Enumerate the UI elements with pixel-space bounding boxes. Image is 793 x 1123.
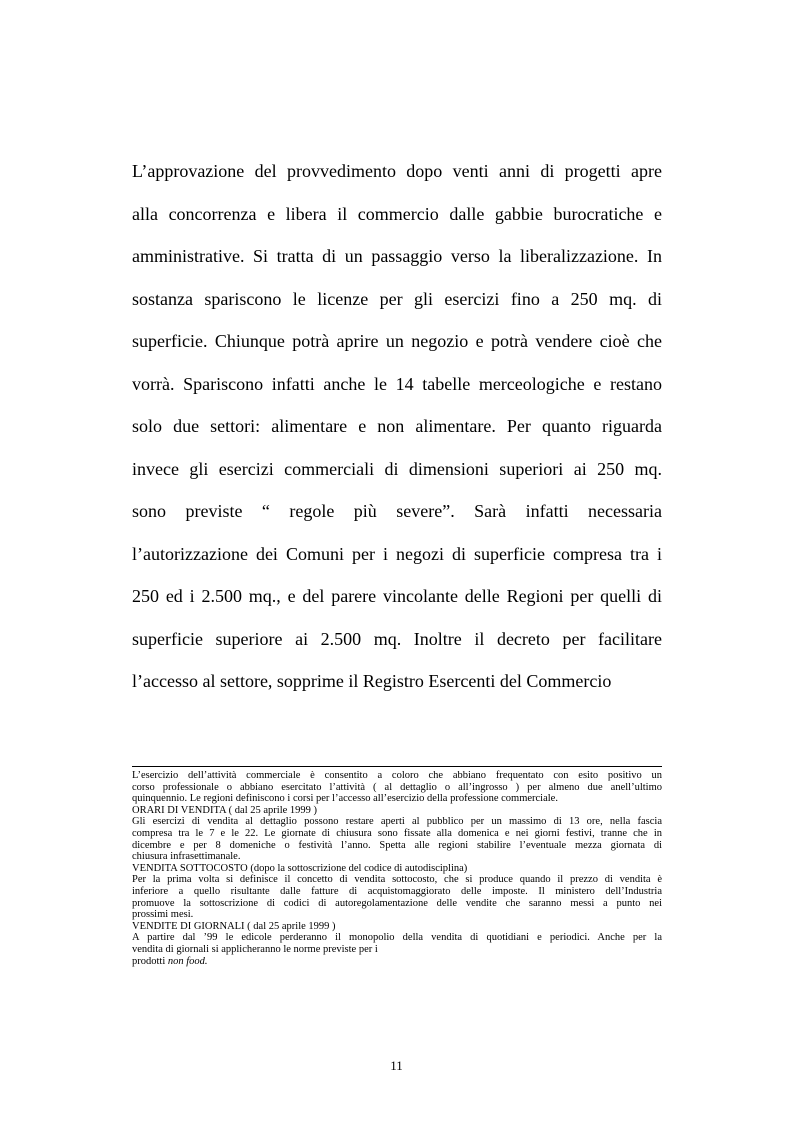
- body-line: l’autorizzazione dei Comuni per i negozi di superficie compresa tra i: [132, 543, 662, 564]
- body-line: l’accesso al settore, sopprime il Registro Esercenti del Commercio: [132, 671, 612, 691]
- body-line: invece gli esercizi commerciali di dimensioni superiori ai 250 mq.: [132, 458, 662, 479]
- footnote-line: [132, 956, 662, 968]
- body-paragraph: [132, 154, 662, 707]
- footnote-line: prossimi mesi.: [132, 909, 194, 921]
- footnote-line: Per la prima volta si definisce il concetto di vendita sottocosto, che si produce quando il prezzo di vendita è: [132, 874, 662, 886]
- footnote-line: vendita di giornali si applicheranno le norme previste per i: [132, 943, 378, 955]
- footnote-line: quinquennio. Le regioni definiscono i corsi per l’accesso all’esercizio della professione commerciale.: [132, 793, 558, 805]
- body-line: sostanza spariscono le licenze per gli esercizi fino a 250 mq. di: [132, 288, 662, 309]
- body-line: 250 ed i 2.500 mq., e del parere vincolante delle Regioni per quelli di: [132, 586, 662, 606]
- body-line: sono previste “ regole più severe”. Sarà infatti necessaria: [132, 501, 662, 521]
- footnotes: [132, 770, 662, 967]
- body-line: alla concorrenza e libera il commercio dalle gabbie burocratiche e: [132, 203, 662, 224]
- page-number: 11: [390, 1058, 403, 1073]
- footnote-line: dicembre e per 8 domeniche o festività l’anno. Spetta alle regioni stabilire l’eventuale mezza giornata di: [132, 839, 662, 851]
- body-line: superficie superiore ai 2.500 mq. Inoltre il decreto per facilitare: [132, 628, 662, 649]
- footnote-text: prodotti: [132, 955, 168, 967]
- body-line: solo due settori: alimentare e non alimentare. Per quanto riguarda: [132, 416, 662, 436]
- footnote-line: chiusura infrasettimanale.: [132, 851, 241, 863]
- body-line: vorrà. Spariscono infatti anche le 14 tabelle merceologiche e restano: [132, 373, 662, 394]
- footnote-line: inferiore a quello risultante dalle fatture di acquistomaggiorato delle imposte. Il ministero dell’Industria: [132, 885, 662, 897]
- footnote-line: Gli esercizi di vendita al dettaglio possono restare aperti al pubblico per un massimo di 13 ore, nella fascia: [132, 816, 662, 828]
- footnote-line: L’esercizio dell’attività commerciale è consentito a coloro che abbiano frequentato con esito positivo un: [132, 770, 662, 781]
- footnote-italic-text: non food.: [167, 955, 208, 967]
- footnote-separator: [132, 766, 662, 767]
- footnote-heading: VENDITA SOTTOCOSTO (dopo la sottoscrizione del codice di autodisciplina): [132, 862, 468, 874]
- footnote-line: corso professionale o abbiano esercitato l’attività ( al dettaglio o all’ingrosso ) per almeno due anell’ultimo: [132, 781, 662, 793]
- footnote-line: A partire dal ’99 le edicole perderanno il monopolio della vendita di quotidiani e periodici. Anche per la: [132, 932, 662, 944]
- body-line: amministrative. Si tratta di un passaggio verso la liberalizzazione. In: [132, 246, 662, 266]
- body-line: L’approvazione del provvedimento dopo venti anni di progetti apre: [132, 161, 662, 181]
- footnote-heading: ORARI DI VENDITA ( dal 25 aprile 1999 ): [132, 804, 318, 816]
- body-line: superficie. Chiunque potrà aprire un negozio e potrà vendere cioè che: [132, 331, 662, 351]
- footnote-line: compresa tra le 7 e le 22. Le giornate di chiusura sono fissate alla domenica e nei giorni festivi, tranne che in: [132, 827, 662, 839]
- footnote-heading: VENDITE DI GIORNALI ( dal 25 aprile 1999 ): [132, 920, 336, 932]
- footnote-line: promuove la sottoscrizione di codici di autoregolamentazione delle vendite che saranno messi a punto nei: [132, 897, 662, 909]
